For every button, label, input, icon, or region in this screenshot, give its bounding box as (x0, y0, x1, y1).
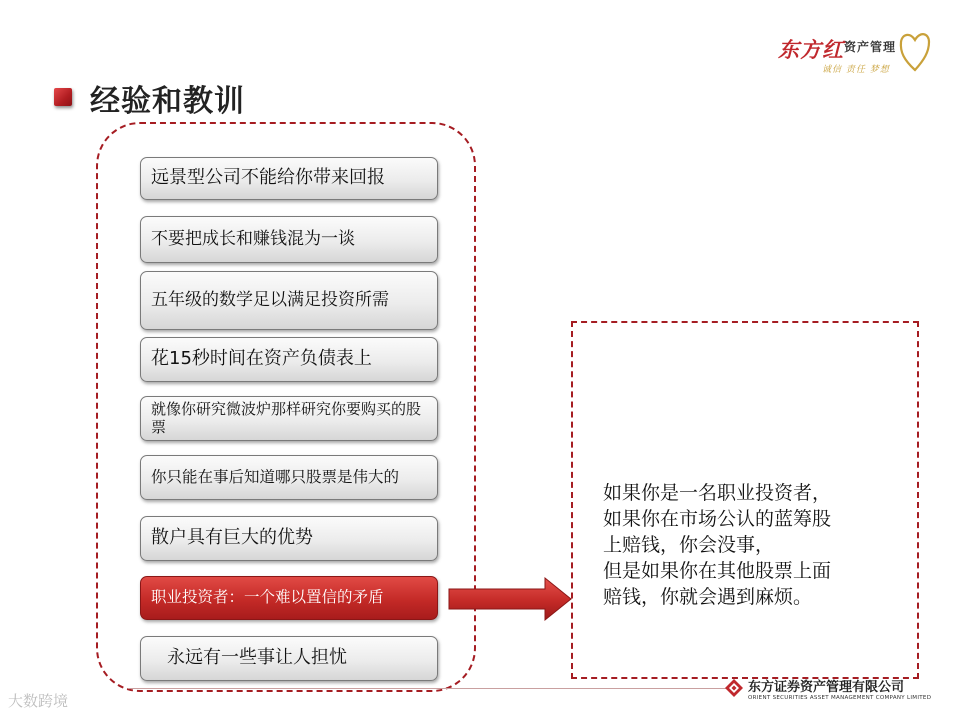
conclusion-line: 上赔钱，你会没事， (603, 534, 775, 556)
footer-company-cn: 东方证券资产管理有限公司 (748, 680, 905, 695)
right-arrow-icon (447, 576, 573, 622)
brand-slogan: 诚信 责任 梦想 (822, 65, 890, 75)
brand-logo (778, 28, 938, 80)
lesson-item (140, 455, 438, 500)
watermark: 大数跨境 (8, 692, 69, 710)
lesson-item (140, 271, 438, 330)
lesson-text: 五年级的数学足以满足投资所需 (151, 289, 389, 310)
lesson-item (140, 396, 438, 441)
orient-logo-icon (724, 678, 744, 698)
lesson-item (140, 337, 438, 382)
brand-name: 资产管理 (844, 40, 897, 54)
conclusion-line: 赔钱，你就会遇到麻烦。 (603, 586, 813, 608)
lesson-item (140, 636, 438, 681)
brand-script: 东方红 (778, 37, 844, 62)
conclusion-line: 如果你在市场公认的蓝筹股 (603, 508, 832, 530)
conclusion-line: 如果你是一名职业投资者， (603, 482, 832, 504)
lesson-text: 就像你研究微波炉那样研究你要购买的股票 (151, 400, 422, 436)
footer-divider (128, 688, 728, 689)
conclusion-text (603, 480, 913, 610)
lesson-text: 远景型公司不能给你带来回报 (151, 167, 385, 189)
lesson-text: 散户具有巨大的优势 (151, 527, 313, 549)
lesson-text: 你只能在事后知道哪只股票是伟大的 (151, 467, 400, 486)
lesson-item-highlighted (140, 576, 438, 620)
heart-outline-icon (898, 28, 932, 74)
lesson-item (140, 516, 438, 561)
conclusion-line: 但是如果你在其他股票上面 (603, 560, 832, 582)
lesson-text: 职业投资者：一个难以置信的矛盾 (151, 588, 384, 607)
lesson-text: 不要把成长和赚钱混为一谈 (151, 228, 355, 249)
lesson-item (140, 216, 438, 263)
footer-company-en: ORIENT SECURITIES ASSET MANAGEMENT COMPANY LIMITED (748, 695, 932, 701)
lesson-item (140, 157, 438, 200)
page-title: 经验和教训 (90, 84, 245, 119)
lesson-text: 花15秒时间在资产负债表上 (151, 348, 372, 370)
red-square-bullet-icon (54, 88, 72, 106)
lesson-text: 永远有一些事让人担忧 (167, 647, 347, 669)
